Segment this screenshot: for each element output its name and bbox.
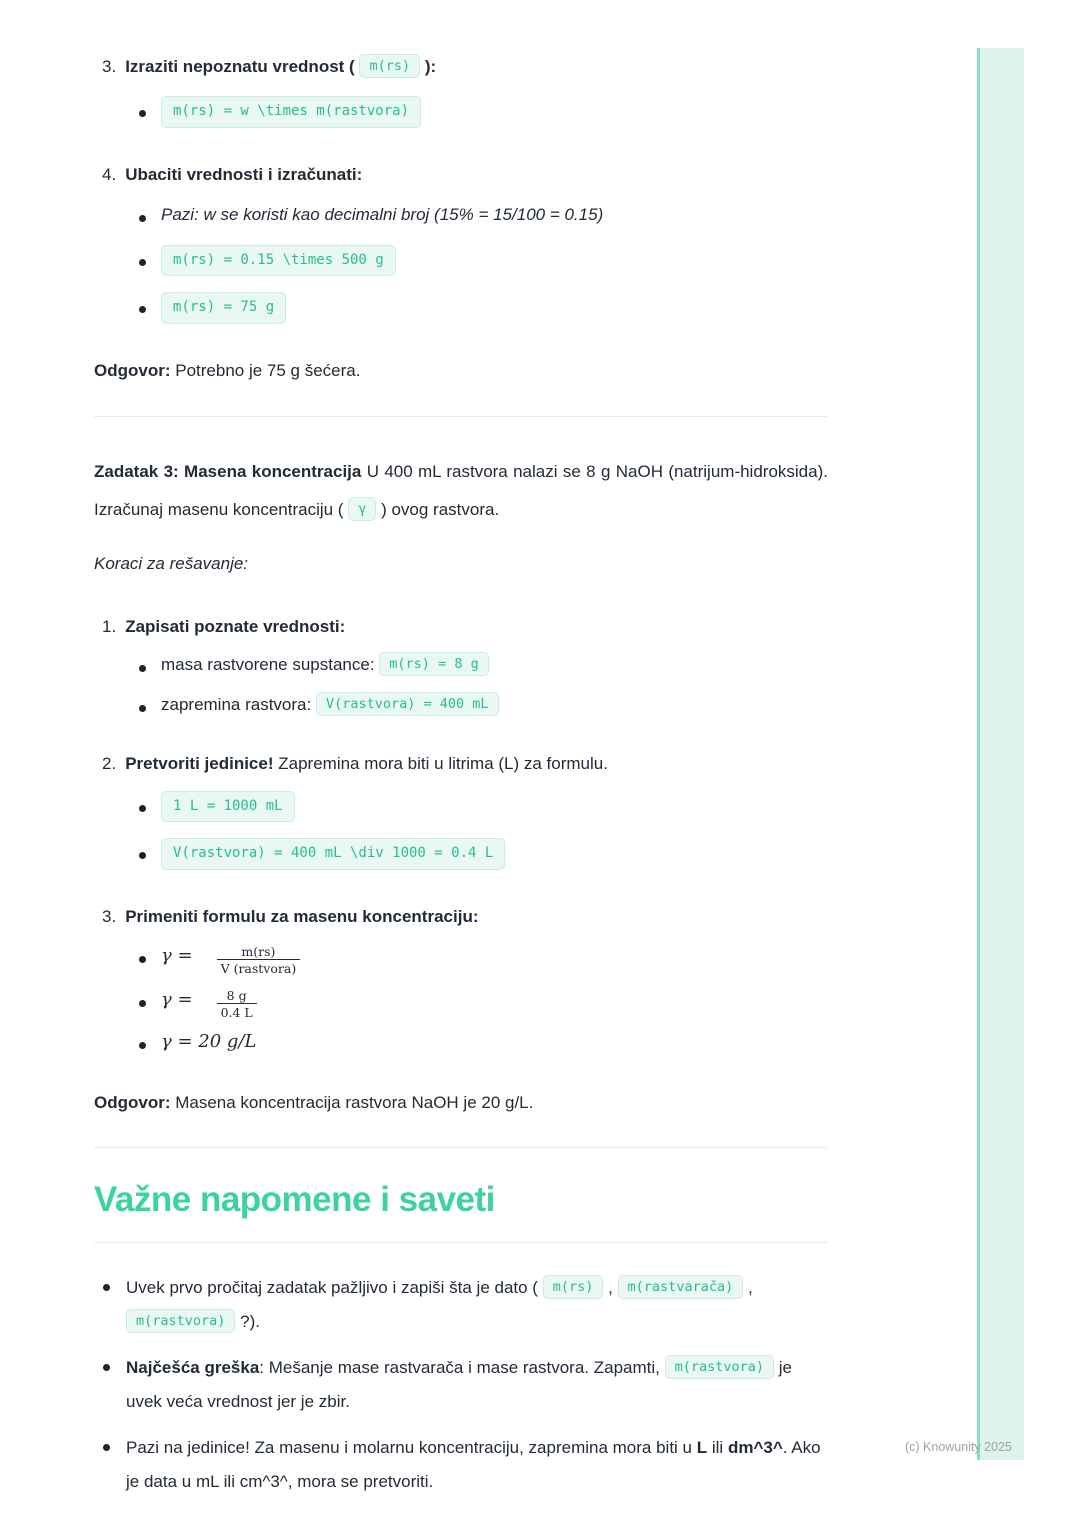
bullet-icon (103, 1284, 110, 1291)
math-lhs: γ = (161, 945, 193, 967)
bullet-icon (139, 705, 146, 712)
formula-bullet (94, 245, 828, 277)
math-formula-bullet (94, 942, 828, 977)
task2-answer (94, 358, 828, 384)
value-row (161, 692, 499, 718)
heading-divider (94, 1242, 828, 1243)
note-body (126, 1431, 828, 1499)
formula-bullet (94, 838, 828, 870)
formula-bullet (94, 791, 828, 823)
note-bullet-2 (94, 1351, 828, 1419)
step-title: Zapisati poznate vrednosti: (125, 616, 346, 636)
value-label: masa rastvorene supstance: (161, 654, 375, 674)
bullet-icon (139, 259, 146, 266)
inline-code-mrastvaraca: m(rastvarača) (618, 1275, 744, 1299)
note-bullet-1 (94, 1271, 828, 1339)
value-row (161, 652, 489, 678)
inline-code-gamma: γ (348, 497, 376, 521)
bullet-icon (103, 1444, 110, 1451)
code-formula: m(rs) = w \times m(rastvora) (161, 96, 421, 128)
answer-text: Masena koncentracija rastvora NaOH je 20 g/L. (175, 1093, 534, 1113)
task3-step2-heading (94, 751, 828, 777)
note-body (126, 1271, 828, 1339)
note-bold: L (696, 1437, 708, 1457)
step-number: 3. (102, 57, 117, 76)
code-formula: m(rs) = 75 g (161, 292, 286, 324)
step-title: Primeniti formulu za masenu koncentraciju: (125, 907, 479, 927)
fraction-denominator: V (rastvora) (217, 959, 301, 976)
math-formula-bullet (94, 1028, 828, 1056)
step-title: Izraziti nepoznatu vrednost ( (125, 57, 355, 76)
note-text-end: . Ako je data u mL ili cm^3^, mora se pretvoriti. (126, 1437, 821, 1491)
note-bold: dm^3^ (727, 1437, 783, 1457)
task3-answer (94, 1090, 828, 1116)
task3-intro-text: U 400 mL rastvora nalazi se 8 g NaOH (natrijum-hidroksida). Izračunaj masenu koncentraciju ( (94, 462, 828, 520)
task3-step3-heading (94, 904, 828, 930)
answer-text: Potrebno je 75 g šećera. (175, 360, 361, 380)
formula-bullet (94, 292, 828, 324)
math-fraction (217, 944, 301, 976)
note-text: : Mešanje mase rastvarača i mase rastvora. Zapamti, (259, 1357, 660, 1377)
bullet-icon (139, 956, 146, 963)
note-separator: , (608, 1277, 613, 1297)
inline-code-value: V(rastvora) = 400 mL (316, 692, 499, 716)
step-title: Pretvoriti jedinice! (125, 753, 274, 773)
section-divider (94, 416, 828, 417)
inline-code-value: m(rs) = 8 g (379, 652, 488, 676)
document-content (94, 54, 828, 1499)
task2-step4-heading (94, 162, 828, 188)
bullet-icon (139, 215, 146, 222)
note-text-end: je uvek veća vrednost jer je zbir. (126, 1357, 792, 1411)
bullet-icon (139, 852, 146, 859)
note-bullet (94, 202, 828, 228)
note-bullet-3 (94, 1431, 828, 1499)
bullet-icon (139, 306, 146, 313)
task3-step1-heading (94, 614, 828, 640)
note-body (126, 1351, 828, 1419)
bullet-icon (139, 1000, 146, 1007)
known-value-bullet (94, 652, 828, 678)
step-number: 2. (102, 753, 117, 773)
formula-bullet (94, 96, 828, 128)
step-number: 3. (102, 907, 117, 927)
note-text-end: ?). (240, 1311, 260, 1331)
bullet-icon (139, 665, 146, 672)
step-number: 4. (102, 164, 117, 184)
step-title-rest: Zapremina mora biti u litrima (L) za formulu. (278, 753, 608, 773)
bullet-icon (103, 1364, 110, 1371)
copyright-footer: (c) Knowunity 2025 (904, 1440, 1012, 1454)
math-result: γ = 20 g/L (161, 1031, 257, 1053)
code-formula: m(rs) = 0.15 \times 500 g (161, 245, 396, 277)
inline-code-mrastvora: m(rastvora) (126, 1309, 235, 1333)
fraction-numerator: m(rs) (241, 944, 276, 960)
note-text: ili (711, 1437, 724, 1457)
note-separator: , (747, 1277, 753, 1297)
notes-heading: Važne napomene i saveti (94, 1179, 495, 1219)
task3-intro (94, 453, 828, 529)
fraction-denominator: 0.4 L (217, 1003, 257, 1020)
fraction-numerator: 8 g (226, 988, 247, 1004)
step-number: 1. (102, 616, 117, 636)
step-title-suffix: ): (424, 57, 437, 76)
bullet-icon (139, 1042, 146, 1049)
inline-code-mrastvora: m(rastvora) (665, 1355, 774, 1379)
bullet-icon (139, 110, 146, 117)
inline-code-mrs: m(rs) (543, 1275, 604, 1299)
task2-step3-heading (94, 54, 828, 80)
known-value-bullet (94, 692, 828, 718)
math-fraction (217, 988, 257, 1020)
note-text: Uvek prvo pročitaj zadatak pažljivo i zapiši šta je dato ( (126, 1277, 538, 1297)
math-formula-bullet (94, 986, 828, 1021)
value-label: zapremina rastvora: (161, 695, 312, 715)
task3-title: Zadatak 3: Masena koncentracija (94, 462, 362, 482)
code-formula: V(rastvora) = 400 mL \div 1000 = 0.4 L (161, 838, 505, 870)
note-bold: Najčešća greška (126, 1357, 260, 1377)
answer-label: Odgovor: (94, 360, 171, 380)
answer-label: Odgovor: (94, 1093, 171, 1113)
math-lhs: γ = (161, 989, 193, 1011)
note-text: Pazi: w se koristi kao decimalni broj (15% = 15/100 = 0.15) (161, 205, 604, 225)
section-divider (94, 1147, 828, 1148)
step-title: Ubaciti vrednosti i izračunati: (125, 164, 363, 184)
bullet-icon (139, 805, 146, 812)
code-formula: 1 L = 1000 mL (161, 791, 295, 823)
page-edge-decoration (977, 48, 1024, 1460)
steps-label: Koraci za rešavanje: (94, 554, 249, 574)
note-text: Pazi na jedinice! Za masenu i molarnu koncentraciju, zapremina mora biti u (126, 1437, 692, 1457)
task3-intro-text-end: ) ovog rastvora. (381, 500, 500, 520)
inline-code-mrs: m(rs) (359, 54, 420, 78)
